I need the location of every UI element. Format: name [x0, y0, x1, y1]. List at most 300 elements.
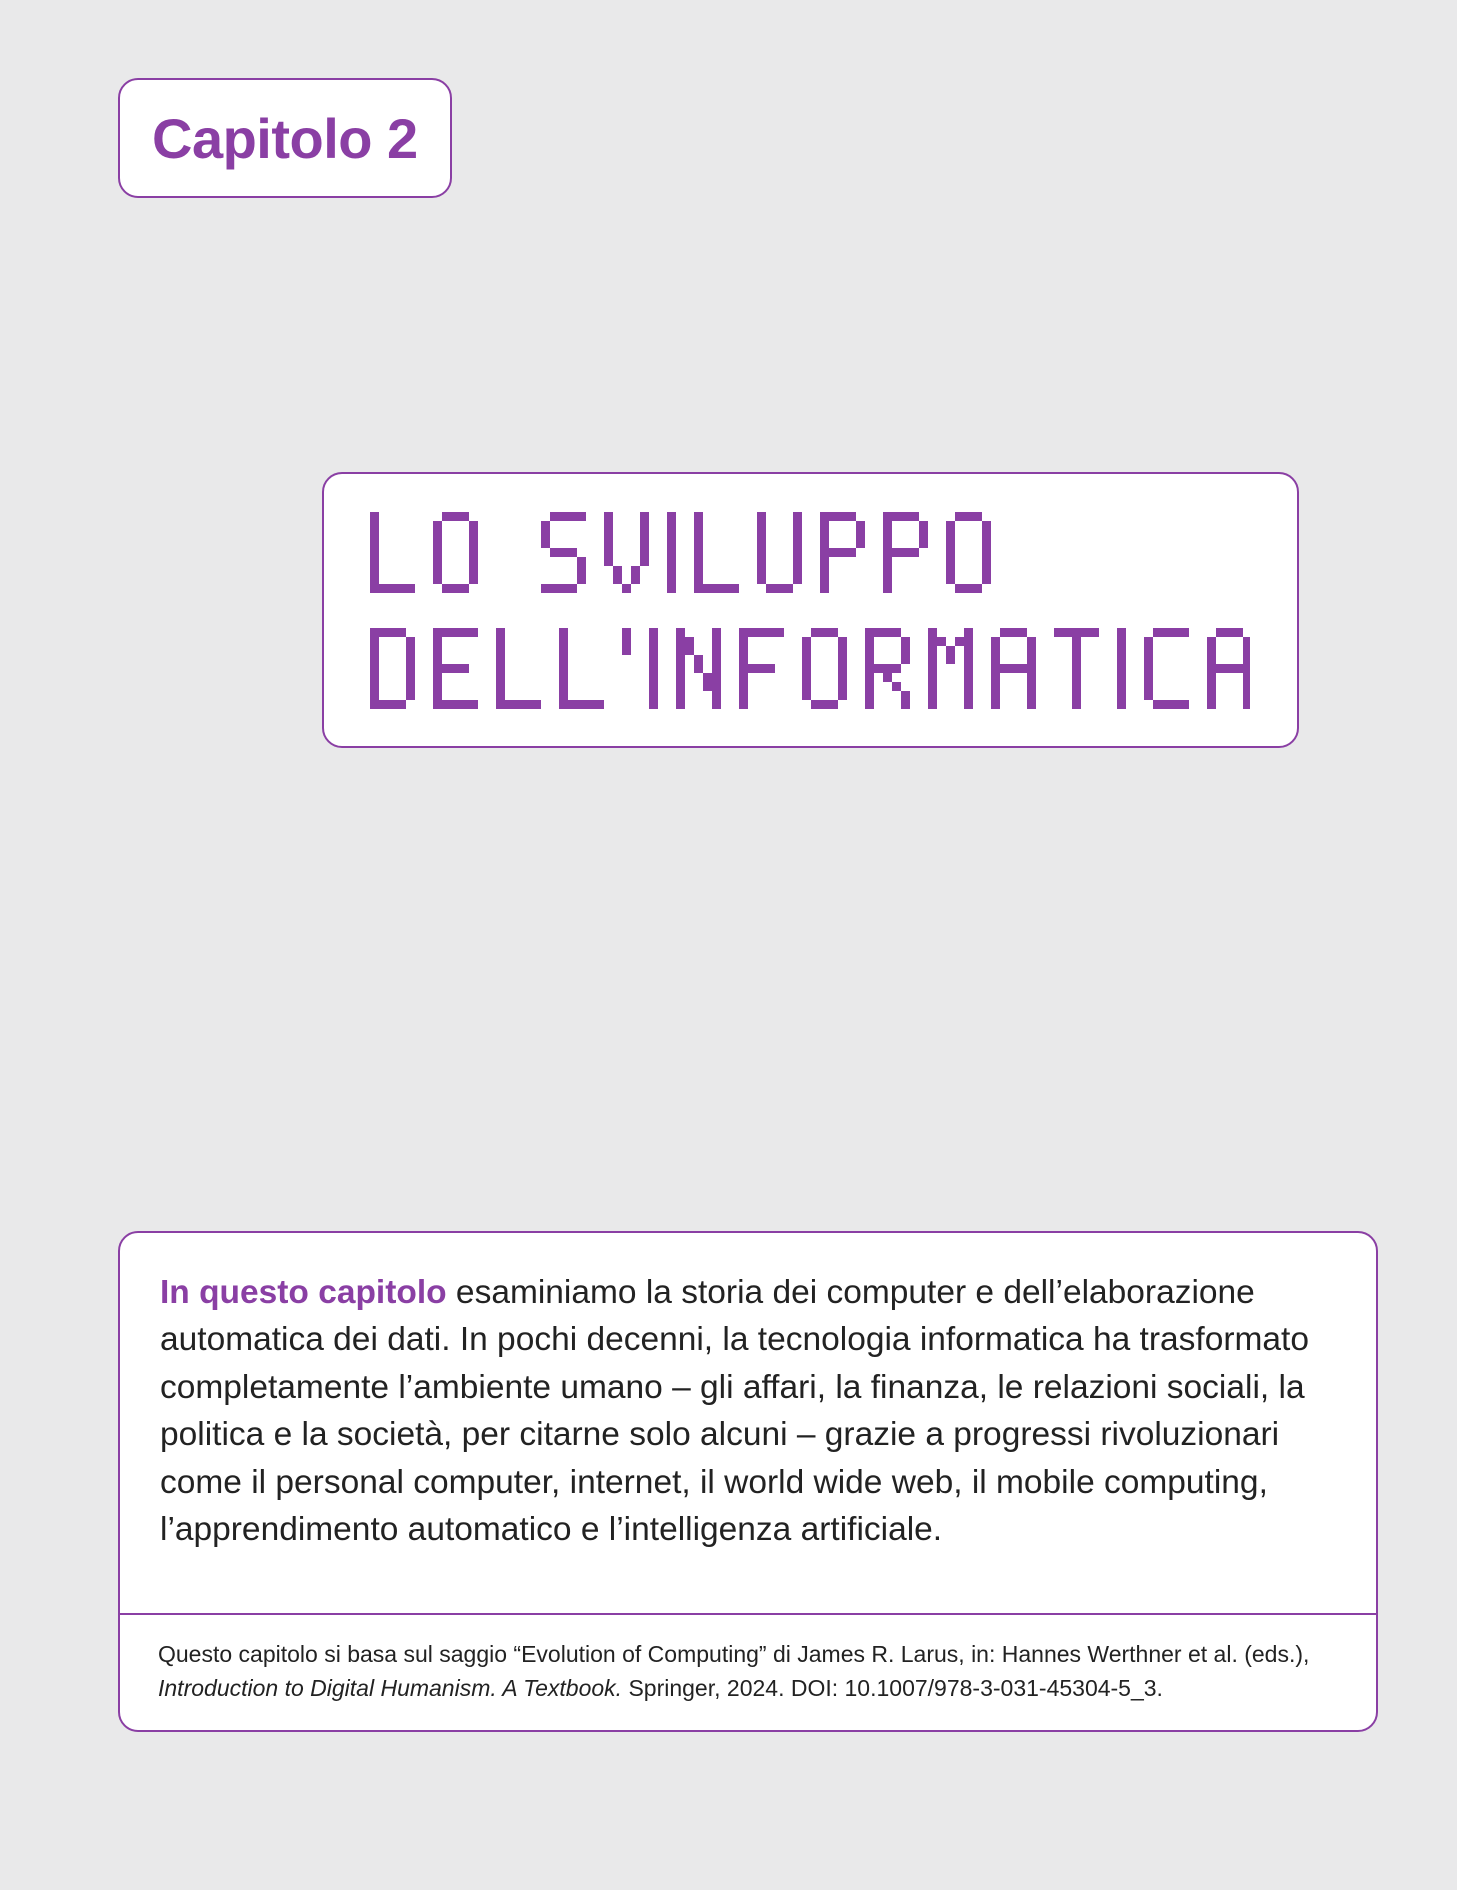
title-pixel: [370, 575, 379, 584]
title-pixel: [1225, 664, 1234, 673]
title-pixel: [604, 512, 613, 521]
title-pixel: [694, 539, 703, 548]
chapter-title-box: [322, 472, 1299, 748]
title-pixel: [820, 575, 829, 584]
title-pixel: [946, 557, 955, 566]
title-pixel: [1234, 664, 1243, 673]
title-pixel: [694, 521, 703, 530]
title-pixel: [694, 575, 703, 584]
title-pixel: [370, 673, 379, 682]
title-pixel: [694, 655, 703, 664]
title-pixel: [433, 646, 442, 655]
title-pixel: [883, 575, 892, 584]
title-pixel: [649, 691, 658, 700]
title-pixel: [820, 539, 829, 548]
title-pixel: [757, 664, 766, 673]
chapter-summary-box: [118, 1231, 1378, 1732]
title-pixel: [865, 691, 874, 700]
title-pixel: [820, 512, 829, 521]
title-pixel: [595, 700, 604, 709]
title-pixel: [460, 628, 469, 637]
title-pixel: [622, 584, 631, 593]
chapter-label: Capitolo 2: [152, 106, 418, 170]
title-pixel: [1072, 637, 1081, 646]
title-pixel: [883, 628, 892, 637]
title-pixel: [550, 512, 559, 521]
title-pixel: [865, 673, 874, 682]
title-pixel: [820, 548, 829, 557]
title-pixel: [928, 655, 937, 664]
title-pixel: [667, 566, 676, 575]
title-pixel: [991, 664, 1000, 673]
chapter-title-line-1: [324, 495, 325, 496]
title-pixel: [703, 673, 712, 682]
title-pixel: [694, 566, 703, 575]
title-pixel: [388, 628, 397, 637]
title-pixel: [721, 584, 730, 593]
title-pixel: [397, 628, 406, 637]
title-pixel: [883, 512, 892, 521]
title-pixel: [946, 575, 955, 584]
title-pixel: [1207, 691, 1216, 700]
title-pixel: [676, 664, 685, 673]
title-pixel: [964, 628, 973, 637]
title-pixel: [928, 628, 937, 637]
title-pixel: [406, 646, 415, 655]
title-pixel: [496, 655, 505, 664]
title-pixel: [802, 646, 811, 655]
title-pixel: [496, 700, 505, 709]
title-pixel: [613, 566, 622, 575]
title-pixel: [1063, 628, 1072, 637]
title-pixel: [757, 557, 766, 566]
title-pixel: [1027, 655, 1036, 664]
title-pixel: [433, 637, 442, 646]
title-pixel: [1234, 628, 1243, 637]
title-pixel: [442, 628, 451, 637]
title-pixel: [1027, 700, 1036, 709]
title-pixel: [370, 655, 379, 664]
title-pixel: [793, 512, 802, 521]
title-pixel: [829, 700, 838, 709]
title-pixel: [1117, 691, 1126, 700]
title-pixel: [1117, 637, 1126, 646]
title-pixel: [1117, 700, 1126, 709]
title-pixel: [793, 566, 802, 575]
title-pixel: [496, 646, 505, 655]
title-pixel: [631, 566, 640, 575]
title-pixel: [892, 628, 901, 637]
title-pixel: [469, 548, 478, 557]
title-pixel: [964, 682, 973, 691]
title-pixel: [865, 664, 874, 673]
title-pixel: [820, 566, 829, 575]
title-pixel: [469, 539, 478, 548]
title-pixel: [559, 584, 568, 593]
title-pixel: [433, 557, 442, 566]
title-pixel: [1072, 655, 1081, 664]
title-pixel: [757, 530, 766, 539]
title-pixel: [982, 521, 991, 530]
title-pixel: [433, 575, 442, 584]
title-pixel: [1144, 655, 1153, 664]
title-pixel: [712, 673, 721, 682]
source-suffix: Springer, 2024. DOI: 10.1007/978-3-031-45304-5_3.: [622, 1675, 1163, 1701]
title-pixel: [730, 584, 739, 593]
title-pixel: [568, 548, 577, 557]
title-pixel: [775, 584, 784, 593]
title-pixel: [451, 512, 460, 521]
title-pixel: [433, 682, 442, 691]
title-pixel: [676, 691, 685, 700]
title-pixel: [883, 539, 892, 548]
title-pixel: [676, 646, 685, 655]
title-pixel: [793, 530, 802, 539]
title-pixel: [964, 673, 973, 682]
title-pixel: [433, 628, 442, 637]
title-pixel: [883, 566, 892, 575]
title-pixel: [559, 646, 568, 655]
title-pixel: [757, 548, 766, 557]
title-pixel: [1027, 691, 1036, 700]
title-pixel: [928, 664, 937, 673]
title-pixel: [469, 557, 478, 566]
title-pixel: [1243, 673, 1250, 682]
title-pixel: [874, 628, 883, 637]
title-pixel: [613, 575, 622, 584]
title-pixel: [1207, 637, 1216, 646]
title-pixel: [937, 637, 946, 646]
title-pixel: [829, 548, 838, 557]
title-pixel: [496, 637, 505, 646]
title-pixel: [1072, 682, 1081, 691]
title-pixel: [370, 539, 379, 548]
title-pixel: [757, 521, 766, 530]
title-pixel: [883, 584, 892, 593]
title-pixel: [640, 530, 649, 539]
title-pixel: [964, 700, 973, 709]
title-pixel: [820, 584, 829, 593]
title-pixel: [370, 566, 379, 575]
title-pixel: [1018, 628, 1027, 637]
title-pixel: [379, 700, 388, 709]
title-pixel: [838, 646, 847, 655]
title-pixel: [496, 664, 505, 673]
title-pixel: [1117, 628, 1126, 637]
title-pixel: [550, 584, 559, 593]
title-pixel: [874, 664, 883, 673]
title-pixel: [1072, 700, 1081, 709]
title-pixel: [1207, 664, 1216, 673]
title-pixel: [739, 637, 748, 646]
title-pixel: [370, 700, 379, 709]
chapter-summary: [160, 1269, 1340, 1553]
title-pixel: [388, 700, 397, 709]
title-pixel: [739, 628, 748, 637]
title-pixel: [604, 539, 613, 548]
title-pixel: [694, 664, 703, 673]
title-pixel: [712, 691, 721, 700]
title-pixel: [577, 557, 586, 566]
title-pixel: [433, 664, 442, 673]
title-pixel: [757, 575, 766, 584]
title-pixel: [577, 512, 586, 521]
title-pixel: [541, 584, 550, 593]
title-pixel: [712, 664, 721, 673]
title-pixel: [1009, 628, 1018, 637]
title-pixel: [1117, 655, 1126, 664]
title-pixel: [577, 575, 586, 584]
title-pixel: [559, 548, 568, 557]
title-pixel: [1162, 700, 1171, 709]
title-pixel: [829, 628, 838, 637]
title-pixel: [604, 557, 613, 566]
title-pixel: [757, 539, 766, 548]
title-pixel: [766, 664, 775, 673]
title-pixel: [496, 682, 505, 691]
title-pixel: [910, 548, 919, 557]
title-pixel: [838, 682, 847, 691]
title-pixel: [667, 530, 676, 539]
title-pixel: [370, 530, 379, 539]
title-pixel: [559, 673, 568, 682]
title-pixel: [469, 700, 478, 709]
title-pixel: [460, 584, 469, 593]
title-pixel: [469, 566, 478, 575]
title-pixel: [523, 700, 532, 709]
title-pixel: [1243, 682, 1250, 691]
title-pixel: [901, 700, 910, 709]
title-pixel: [946, 521, 955, 530]
title-pixel: [991, 646, 1000, 655]
title-pixel: [370, 682, 379, 691]
title-pixel: [982, 548, 991, 557]
title-pixel: [847, 512, 856, 521]
source-note: [158, 1637, 1348, 1705]
title-pixel: [820, 700, 829, 709]
title-pixel: [1162, 628, 1171, 637]
title-pixel: [1207, 682, 1216, 691]
title-pixel: [1072, 673, 1081, 682]
title-pixel: [1117, 673, 1126, 682]
title-pixel: [1225, 628, 1234, 637]
title-pixel: [991, 691, 1000, 700]
title-pixel: [370, 646, 379, 655]
title-pixel: [433, 548, 442, 557]
title-pixel: [1117, 682, 1126, 691]
title-pixel: [1027, 682, 1036, 691]
title-pixel: [919, 539, 928, 548]
title-pixel: [1243, 691, 1250, 700]
title-pixel: [766, 584, 775, 593]
title-pixel: [433, 539, 442, 548]
title-pixel: [370, 664, 379, 673]
title-pixel: [739, 664, 748, 673]
title-pixel: [1243, 655, 1250, 664]
title-pixel: [712, 628, 721, 637]
title-pixel: [460, 664, 469, 673]
title-pixel: [892, 548, 901, 557]
title-pixel: [1018, 664, 1027, 673]
title-pixel: [406, 664, 415, 673]
title-pixel: [622, 646, 631, 655]
title-pixel: [883, 664, 892, 673]
title-pixel: [775, 628, 784, 637]
title-pixel: [379, 628, 388, 637]
title-pixel: [640, 539, 649, 548]
title-pixel: [694, 512, 703, 521]
title-pixel: [667, 584, 676, 593]
title-pixel: [1054, 628, 1063, 637]
title-pixel: [1144, 646, 1153, 655]
title-pixel: [802, 673, 811, 682]
title-pixel: [568, 700, 577, 709]
title-pixel: [388, 584, 397, 593]
title-pixel: [649, 628, 658, 637]
title-pixel: [1243, 700, 1250, 709]
title-pixel: [1027, 637, 1036, 646]
title-pixel: [433, 566, 442, 575]
title-pixel: [892, 512, 901, 521]
title-pixel: [838, 664, 847, 673]
title-pixel: [1027, 664, 1036, 673]
title-pixel: [856, 530, 865, 539]
title-pixel: [811, 700, 820, 709]
title-pixel: [712, 646, 721, 655]
title-pixel: [739, 646, 748, 655]
title-pixel: [469, 530, 478, 539]
title-pixel: [451, 584, 460, 593]
title-pixel: [982, 530, 991, 539]
title-pixel: [1027, 673, 1036, 682]
title-pixel: [397, 584, 406, 593]
title-pixel: [559, 628, 568, 637]
title-pixel: [1072, 646, 1081, 655]
title-pixel: [946, 539, 955, 548]
summary-divider: [120, 1613, 1376, 1615]
title-pixel: [739, 673, 748, 682]
title-pixel: [649, 646, 658, 655]
title-pixel: [766, 628, 775, 637]
title-pixel: [370, 548, 379, 557]
title-pixel: [1171, 628, 1180, 637]
title-pixel: [991, 682, 1000, 691]
title-pixel: [991, 700, 1000, 709]
title-pixel: [712, 655, 721, 664]
title-pixel: [883, 530, 892, 539]
title-pixel: [1207, 700, 1216, 709]
title-pixel: [676, 655, 685, 664]
title-pixel: [982, 566, 991, 575]
title-pixel: [370, 521, 379, 530]
title-pixel: [1117, 664, 1126, 673]
title-pixel: [442, 512, 451, 521]
title-pixel: [1117, 646, 1126, 655]
title-pixel: [856, 521, 865, 530]
title-pixel: [964, 655, 973, 664]
title-pixel: [919, 521, 928, 530]
title-pixel: [1144, 691, 1153, 700]
title-pixel: [451, 700, 460, 709]
source-book-title: Introduction to Digital Humanism. A Textbook.: [158, 1675, 623, 1701]
title-pixel: [901, 646, 910, 655]
title-pixel: [694, 557, 703, 566]
title-pixel: [928, 691, 937, 700]
title-pixel: [370, 557, 379, 566]
source-prefix: Questo capitolo si basa sul saggio “Evolution of Computing” di James R. Larus, in: Hannes Werthner et al. (eds.),: [158, 1641, 1310, 1667]
title-pixel: [649, 700, 658, 709]
title-pixel: [1090, 628, 1099, 637]
title-pixel: [1243, 664, 1250, 673]
title-pixel: [748, 628, 757, 637]
title-pixel: [739, 682, 748, 691]
title-pixel: [667, 575, 676, 584]
title-pixel: [505, 700, 514, 709]
title-pixel: [541, 530, 550, 539]
title-pixel: [1000, 628, 1009, 637]
title-pixel: [1081, 628, 1090, 637]
title-pixel: [703, 584, 712, 593]
title-pixel: [1144, 664, 1153, 673]
title-pixel: [928, 700, 937, 709]
title-pixel: [955, 512, 964, 521]
title-pixel: [901, 512, 910, 521]
title-pixel: [550, 548, 559, 557]
title-pixel: [442, 664, 451, 673]
title-pixel: [802, 637, 811, 646]
chapter-title-text: [324, 495, 325, 496]
title-pixel: [793, 575, 802, 584]
title-pixel: [946, 655, 955, 664]
summary-body: esaminiamo la storia dei computer e dell’elaborazione automatica dei dati. In pochi decenni, la tecnologia informatica ha trasformato completamente l’ambiente umano – gli affari, la finanza, le relazioni sociali, la politica e la società, per citarne solo alcuni – grazie a progressi rivoluzionari come il personal computer, internet, il world wide web, il mobile computing, l’apprendimento automatico e l’intelligenza artificiale.: [160, 1274, 1309, 1549]
title-pixel: [1207, 646, 1216, 655]
chapter-badge: [118, 78, 452, 198]
title-pixel: [469, 575, 478, 584]
title-pixel: [739, 700, 748, 709]
title-pixel: [433, 530, 442, 539]
title-pixel: [820, 530, 829, 539]
title-pixel: [910, 512, 919, 521]
title-pixel: [1009, 664, 1018, 673]
title-pixel: [955, 637, 964, 646]
title-pixel: [442, 700, 451, 709]
title-pixel: [442, 584, 451, 593]
title-pixel: [1072, 691, 1081, 700]
title-pixel: [649, 682, 658, 691]
title-pixel: [964, 512, 973, 521]
title-pixel: [712, 682, 721, 691]
title-pixel: [676, 682, 685, 691]
title-pixel: [370, 691, 379, 700]
title-pixel: [1216, 664, 1225, 673]
title-pixel: [433, 673, 442, 682]
title-pixel: [991, 673, 1000, 682]
title-pixel: [901, 691, 910, 700]
title-pixel: [865, 655, 874, 664]
title-pixel: [460, 700, 469, 709]
title-pixel: [640, 512, 649, 521]
title-pixel: [865, 628, 874, 637]
title-pixel: [1243, 646, 1250, 655]
title-pixel: [757, 628, 766, 637]
title-pixel: [433, 691, 442, 700]
title-pixel: [469, 628, 478, 637]
title-pixel: [964, 637, 973, 646]
title-pixel: [667, 548, 676, 557]
title-pixel: [964, 691, 973, 700]
title-pixel: [838, 655, 847, 664]
title-pixel: [397, 700, 406, 709]
